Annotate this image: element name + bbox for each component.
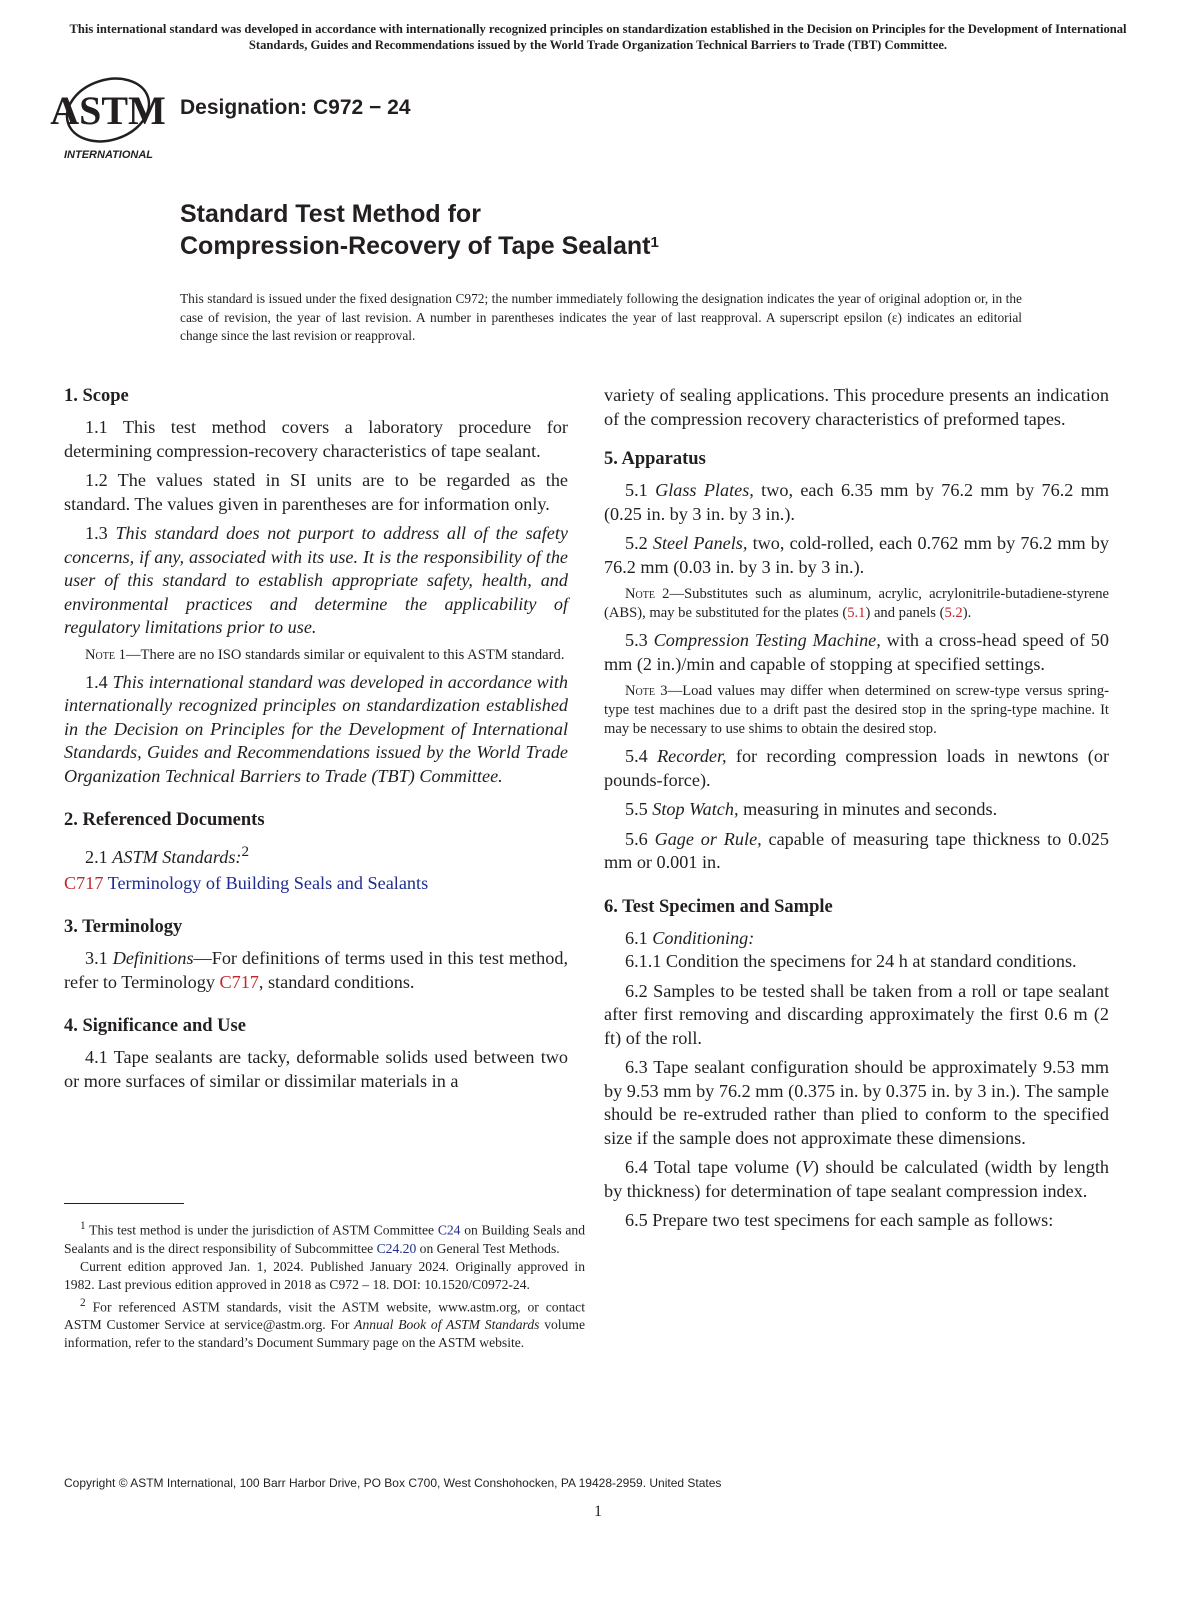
para-1-1: 1.1 This test method covers a laboratory procedure for determining compression-recovery characteristics of tape sealant.	[64, 417, 568, 461]
footnote-1: $^1$ This test method is under the jurisdiction of ASTM Committee C24 on Building Seals and Sealants and is the direct responsibility of Subcommittee C24.20 on General Test Methods.	[64, 1220, 585, 1256]
para-6-1-1: 6.1.1 Condition the specimens for 24 h at standard conditions.	[625, 951, 1077, 971]
link-5-1[interactable]: 5.1	[847, 605, 866, 621]
para-1-3: 1.3 This standard does not purport to address all of the safety concerns, if any, associated with its use. It is the responsibility of the user of this standard to establish appropriate safety, health, and environmental practices and determine the applicability of regulatory limitations prior to use.	[64, 523, 568, 637]
para-2-1: 2.1 ASTM Standards:$^2$	[85, 843, 250, 868]
header-notice: This international standard was developed in accordance with internationally recognized principles on standardization established in the Decision on Principles for the Development of International Standards, Guides and Recommendations issued by the World Trade Organization Technical Barriers to Trade (TBT) Committee.	[69, 22, 1127, 52]
note-3: Note 3—Load values may differ when determined on screw-type versus spring-type test machines due to a drift past the desired stop in the spring-type machine. It may be necessary to use shims to obtain the desired stop.	[604, 683, 1109, 737]
footnote-divider	[64, 1203, 184, 1204]
document-title	[180, 198, 659, 262]
note-1: Note 1—There are no ISO standards similar or equivalent to this ASTM standard.	[85, 646, 565, 663]
footnotes	[64, 1217, 585, 1352]
para-4-1-continued: variety of sealing applications. This procedure presents an indication of the compression recovery characteristics of preformed tapes.	[604, 385, 1109, 429]
title-footnote-marker: 1	[650, 234, 659, 251]
section-referenced-documents-heading: 2. Referenced Documents	[64, 810, 265, 830]
logo-subtext: INTERNATIONAL	[64, 149, 154, 161]
link-c717[interactable]: C717	[219, 971, 259, 992]
designation: Designation: C972 − 24	[180, 96, 411, 119]
para-6-1: 6.1 Conditioning:	[625, 927, 755, 948]
para-1-4: 1.4 This international standard was developed in accordance with internationally recognized principles on standardization established in the Decision on Principles for the Development of International Standards, Guides and Recommendations issued by the World Trade Organization Technical Barriers to Trade (TBT) Committee.	[64, 671, 569, 786]
para-5-4: 5.4 Recorder, for recording compression loads in newtons (or pounds-force).	[604, 746, 1109, 790]
para-5-2: 5.2 Steel Panels, two, cold-rolled, each 0.762 mm by 76.2 mm by 76.2 mm (0.03 in. by 3 in. by 3 in.).	[604, 533, 1109, 577]
para-1-2: 1.2 The values stated in SI units are to be regarded as the standard. The values given in parentheses are for information only.	[64, 470, 568, 514]
para-4-1: 4.1 Tape sealants are tacky, deformable solids used between two or more surfaces of similar or dissimilar materials in a	[64, 1047, 568, 1091]
para-6-2: 6.2 Samples to be tested shall be taken from a roll or tape sealant after first removing and discarding approximately the first 0.6 m (2 ft) of the roll.	[604, 980, 1109, 1048]
link-c24[interactable]: C24	[437, 1222, 461, 1238]
para-5-6: 5.6 Gage or Rule, capable of measuring tape thickness to 0.025 mm or 0.001 in.	[604, 828, 1109, 872]
link-c24-20[interactable]: C24.20	[376, 1240, 417, 1256]
title-line-1: Standard Test Method for	[180, 200, 481, 228]
para-6-4: 6.4 Total tape volume (V) should be calculated (width by length by thickness) for determination of tape sealant compression index.	[604, 1157, 1110, 1201]
section-terminology-heading: 3. Terminology	[64, 917, 183, 938]
footnote-2: $^2$ For referenced ASTM standards, visit the ASTM website, www.astm.org, or contact ASTM Customer Service at service@astm.org. For Annual Book of ASTM Standards volume information, refer to the standard’s Document Summary page on the ASTM website.	[64, 1296, 585, 1351]
section-significance-heading: 4. Significance and Use	[64, 1016, 246, 1037]
astm-logo	[50, 70, 168, 166]
para-5-1: 5.1 Glass Plates, two, each 6.35 mm by 76.2 mm by 76.2 mm (0.25 in. by 3 in. by 3 in.).	[604, 480, 1109, 524]
reference-c717[interactable]: C717 Terminology of Building Seals and Sealants	[64, 872, 429, 893]
footnote-edition: Current edition approved Jan. 1, 2024. Published January 2024. Originally approved in 1982. Last previous edition approved in 2018 as C972 – 18. DOI: 10.1520/C0972-24.	[64, 1258, 585, 1292]
section-apparatus-heading: 5. Apparatus	[604, 449, 706, 469]
copyright-notice: Copyright © ASTM International, 100 Barr Harbor Drive, PO Box C700, West Conshohocken, PA 19428-2959. United States	[64, 1476, 722, 1490]
section-test-specimen-heading: 6. Test Specimen and Sample	[604, 896, 833, 917]
section-scope-heading: 1. Scope	[64, 386, 129, 406]
right-column	[604, 384, 1109, 1239]
title-line-2: Compression-Recovery of Tape Sealant	[180, 232, 651, 260]
logo-text: ASTM	[50, 88, 166, 133]
intro-paragraph: This standard is issued under the fixed designation C972; the number immediately following the designation indicates the year of original adoption or, in the case of revision, the year of last revision. A number in parentheses indicates the year of last reapproval. A superscript epsilon (ε) indicates an editorial change since the last revision or reapproval.	[180, 291, 1022, 343]
page-number: 1	[594, 1503, 602, 1520]
left-column	[64, 384, 568, 1099]
note-2: Note 2—Substitutes such as aluminum, acrylic, acrylonitrile-butadiene-styrene (ABS), may be substituted for the plates (5.1) and panels (5.2).	[604, 586, 1109, 621]
para-5-3: 5.3 Compression Testing Machine, with a cross-head speed of 50 mm (2 in.)/min and capable of stopping at specified settings.	[604, 630, 1109, 674]
link-5-2[interactable]: 5.2	[944, 605, 963, 621]
para-3-1: 3.1 Definitions—For definitions of terms used in this test method, refer to Terminology C717, standard conditions.	[64, 948, 568, 992]
para-5-5: 5.5 Stop Watch, measuring in minutes and seconds.	[625, 799, 998, 819]
para-6-3: 6.3 Tape sealant configuration should be approximately 9.53 mm by 9.53 mm by 76.2 mm (0.375 in. by 0.375 in. by 3 in.). The sample should be re-extruded rather than plied to conform to the specified size if the sample does not approximate these dimensions.	[604, 1057, 1109, 1148]
para-6-5: 6.5 Prepare two test specimens for each sample as follows:	[625, 1210, 1054, 1230]
